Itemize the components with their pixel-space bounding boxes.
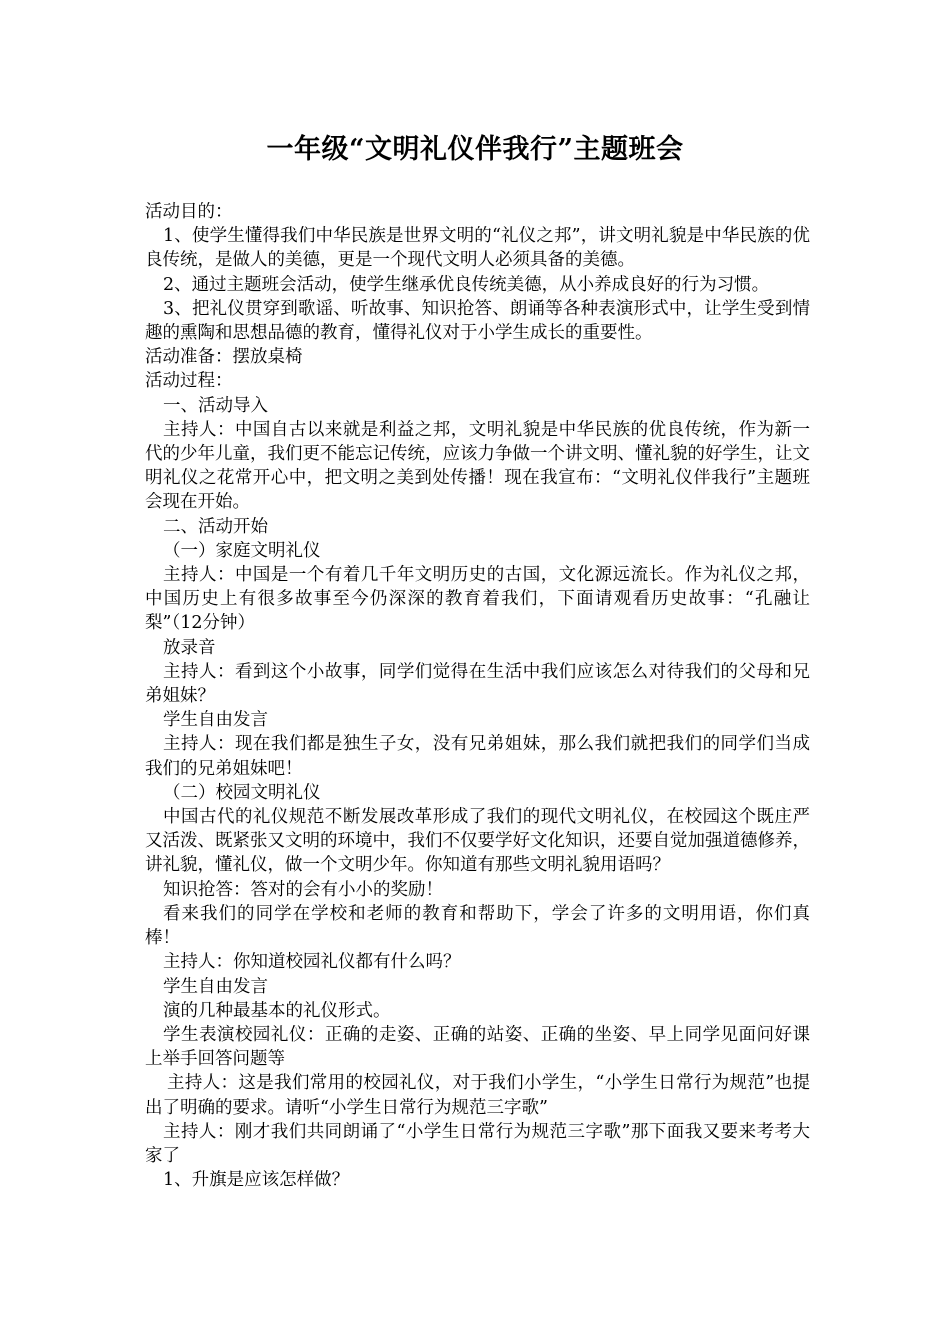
paragraph: 中国古代的礼仪规范不断发展改革形成了我们的现代文明礼仪，在校园这个既庄严又活泼、既紧张又文明的环境中，我们不仅要学好文化知识，还要自觉加强道德修养，讲礼貌，懂礼仪，做一个文明少年。你知道有那些文明礼貌用语吗？ <box>145 807 810 876</box>
paragraph: 看来我们的同学在学校和老师的教育和帮助下，学会了许多的文明用语，你们真棒！ <box>145 903 810 949</box>
paragraph: 活动准备：摆放桌椅 <box>145 347 303 368</box>
section-heading: 二、活动开始 <box>163 516 268 537</box>
paragraph: 活动过程： <box>145 371 233 392</box>
paragraph: 主持人：你知道校园礼仪都有什么吗？ <box>163 952 461 973</box>
paragraph: 3、把礼仪贯穿到歌谣、听故事、知识抢答、朗诵等各种表演形式中，让学生受到情趣的熏陶和思想品德的教育，懂得礼仪对于小学生成长的重要性。 <box>145 298 810 344</box>
paragraph: 学生自由发言 <box>163 710 268 731</box>
paragraph: 知识抢答：答对的会有小小的奖励！ <box>163 879 443 900</box>
paragraph: 1、使学生懂得我们中华民族是世界文明的“礼仪之邦”，讲文明礼貌是中华民族的优良传统，是做人的美德，更是一个现代文明人必须具备的美德。 <box>145 226 810 271</box>
paragraph: 学生自由发言 <box>163 976 268 997</box>
document-body <box>145 200 810 1192</box>
document-title: 一年级“文明礼仪伴我行”主题班会 <box>266 134 684 165</box>
paragraph: 主持人：这是我们常用的校园礼仪，对于我们小学生，“小学生日常行为规范”也提出了明确的要求。请听“小学生日常行为规范三字歌” <box>145 1073 810 1118</box>
subsection-heading: （二）校园文明礼仪 <box>163 782 321 803</box>
paragraph: 主持人：中国自古以来就是利益之邦，文明礼貌是中华民族的优良传统，作为新一代的少年儿童，我们更不能忘记传统，应该力争做一个讲文明、懂礼貌的好学生，让文明礼仪之花常开心中，把文明之美到处传播！现在我宣布：“文明礼仪伴我行”主题班会现在开始。 <box>145 419 810 513</box>
paragraph: 主持人：现在我们都是独生子女，没有兄弟姐妹，那么我们就把我们的同学们当成我们的兄弟姐妹吧！ <box>145 734 810 779</box>
subsection-heading: （一）家庭文明礼仪 <box>163 540 321 561</box>
paragraph: 活动目的： <box>145 202 233 222</box>
paragraph: 1、升旗是应该怎样做？ <box>163 1170 350 1191</box>
paragraph: 放录音 <box>163 637 216 658</box>
paragraph: 主持人：刚才我们共同朗诵了“小学生日常行为规范三字歌”那下面我又要来考考大家了 <box>145 1121 810 1166</box>
paragraph: 主持人：中国是一个有着几千年文明历史的古国，文化源远流长。作为礼仪之邦，中国历史上有很多故事至今仍深深的教育着我们，下面请观看历史故事：“孔融让梨”（12分钟） <box>145 565 810 634</box>
paragraph: 演的几种最基本的礼仪形式。 <box>163 1000 391 1021</box>
paragraph: 学生表演校园礼仪：正确的走姿、正确的站姿、正确的坐姿、早上同学见面问好课上举手回答问题等 <box>145 1024 810 1070</box>
section-heading: 一、活动导入 <box>163 395 268 416</box>
paragraph: 主持人：看到这个小故事，同学们觉得在生活中我们应该怎么对待我们的父母和兄弟姐妹？ <box>145 661 810 707</box>
paragraph: 2、通过主题班会活动，使学生继承优良传统美德，从小养成良好的行为习惯。 <box>163 274 770 295</box>
